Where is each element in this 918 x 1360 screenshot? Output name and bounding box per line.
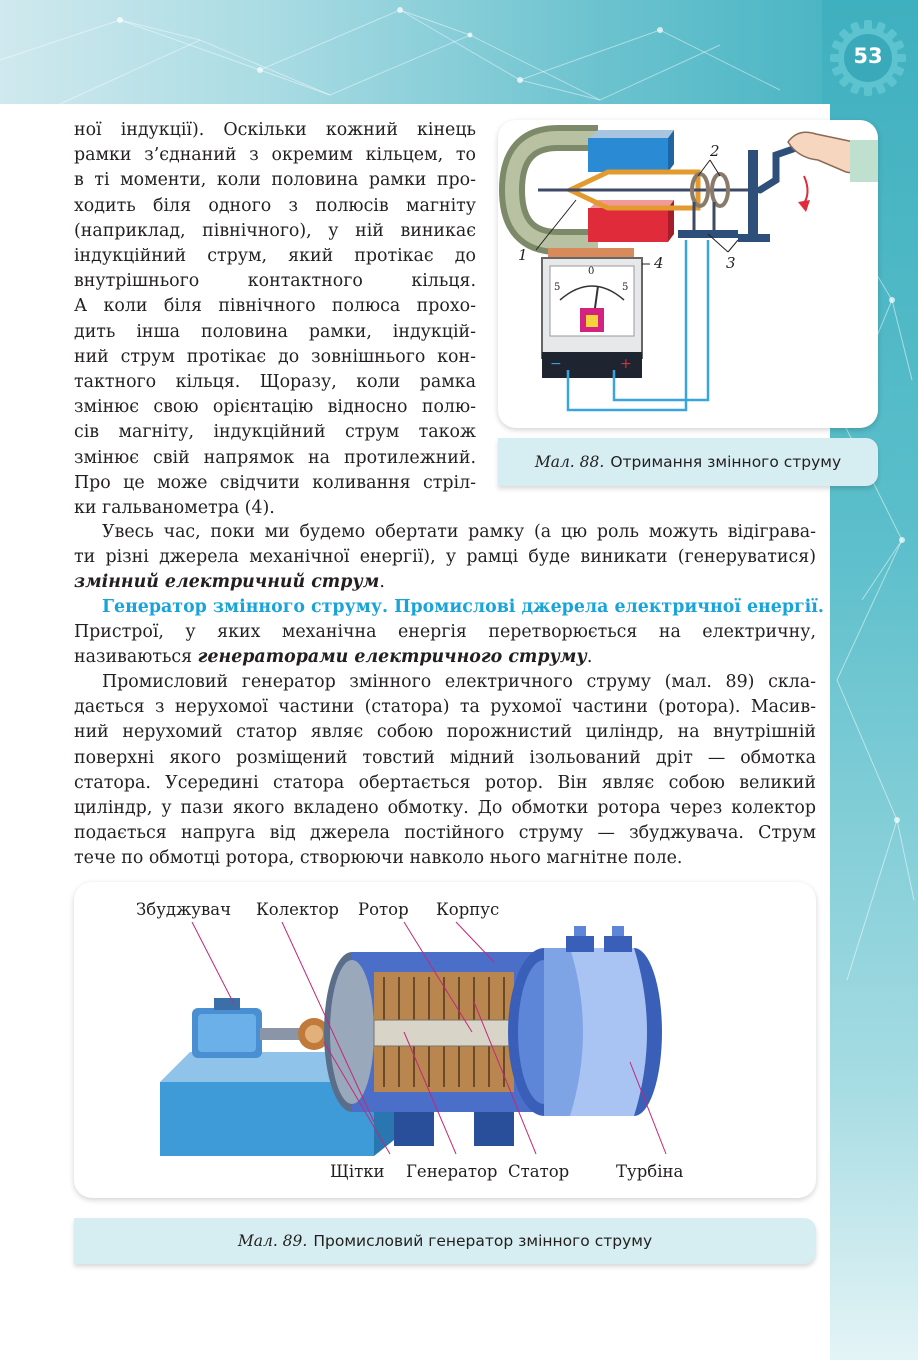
label-brushes: Щітки (330, 1162, 385, 1181)
figure-88-illustration (498, 120, 878, 428)
text-line: ки гальванометра (4). (74, 498, 275, 519)
text-line: циліндр, у пази якого вкладено обмотку. До обмотки ротора через колектор (74, 798, 816, 819)
figure-88-title: Отримання змінного струму (610, 453, 842, 471)
text-line: дається з нерухомої частини (статора) та рухомої частини (ротора). Масив- (74, 697, 816, 718)
figure-88-caption (498, 438, 878, 486)
text-line: поверхні якого розміщений товстий мідний ізольований дріт — обмотка (74, 747, 816, 768)
callout-4: 4 (654, 254, 664, 272)
paragraph-rotate (74, 520, 816, 596)
figure-88-number: Мал. 88. (534, 453, 605, 471)
terminal-minus: − (550, 356, 562, 372)
text-line: дить інша половина рамки, індукцій- (74, 321, 476, 342)
text-line: називаються генераторами електричного струму. (74, 647, 593, 668)
paragraph-industrial (74, 670, 816, 872)
text-line: тече по обмотці ротора, створюючи навколо нього магнітне поле. (74, 848, 683, 869)
text-line: в ті моменти, коли половина рамки про- (74, 170, 476, 191)
text-line: ходить біля одного з полюсів магніту (74, 195, 476, 216)
label-rotor: Ротор (358, 900, 409, 919)
text-line: сів магніту, індукційний струм також (74, 422, 476, 443)
label-stator: Статор (508, 1162, 570, 1181)
text-line: тактного кільця. Щоразу, коли рамка (74, 372, 476, 393)
text-line: рамки з’єднаний з окремим кільцем, то (74, 145, 476, 166)
text-line: ний струм протікає до зовнішнього кон- (74, 346, 476, 367)
text-line: А коли біля північного полюса прохо- (74, 296, 476, 317)
figure-89-number: Мал. 89. (237, 1232, 308, 1250)
callout-1: 1 (518, 246, 528, 264)
text-line: (наприклад, північного), у ній виникає (74, 220, 476, 241)
text-line: Пристрої, у яких механічна енергія перетворюється на електричну, (74, 622, 816, 643)
page-number: 53 (853, 44, 883, 68)
label-turbine: Турбіна (616, 1162, 684, 1181)
scale-label-right: 5 (622, 282, 629, 293)
label-collector: Колектор (256, 900, 339, 919)
column-text (74, 118, 476, 521)
figure-89-illustration (74, 882, 816, 1198)
text-line: статора. Усередині статора обертається ротор. Він являє собою великий (74, 772, 816, 793)
term-generators: генераторами електричного струму (197, 647, 587, 668)
figure-88-card (498, 120, 878, 428)
text-line: внутрішнього контактного кільця. (74, 271, 476, 292)
text-line: Промисловий генератор змінного електричного струму (мал. 89) скла- (102, 672, 816, 692)
label-generator: Генератор (406, 1162, 498, 1181)
callout-2: 2 (710, 142, 720, 160)
section-heading: Генератор змінного струму. Промислові джерела електричної енергії. (102, 597, 824, 617)
terminal-plus: + (620, 356, 632, 372)
paragraph-generator (74, 595, 824, 671)
text-line: змінює свій напрямок на протилежний. (74, 447, 476, 468)
figure-89-title: Промисловий генератор змінного струму (313, 1232, 653, 1250)
text-line: індукційний струм, який протікає до (74, 246, 476, 267)
text-line (74, 595, 824, 620)
text-line: змінний електричний струм. (74, 572, 385, 593)
header-band (0, 0, 918, 104)
scale-label-left: 5 (554, 282, 561, 293)
callout-3: 3 (726, 254, 736, 272)
text-line: змінює свою орієнтацію відносно полю- (74, 397, 476, 418)
text-line: подається напруга від джерела постійного струму — збуджувача. Струм (74, 823, 816, 844)
figure-89-card (74, 882, 816, 1198)
term-alternating-current: змінний електричний струм (74, 572, 380, 593)
text-line: ти різні джерела механічної енергії), у рамці буде виникати (генеруватися) (74, 547, 816, 568)
network-decoration (0, 0, 918, 104)
text-line: ний нерухомий статор являє собою порожнистий циліндр, на внутрішній (74, 722, 816, 743)
text-line: ної індукції). Оскільки кожний кінець (74, 120, 476, 140)
figure-89-caption (74, 1218, 816, 1264)
scale-label-center: 0 (588, 266, 595, 277)
label-housing: Корпус (436, 900, 500, 919)
text-line: Увесь час, поки ми будемо обертати рамку (а цю роль можуть відіграва- (102, 522, 816, 542)
label-exciter: Збуджувач (136, 900, 232, 919)
text-line: Про це може свідчити коливання стріл- (74, 472, 476, 493)
